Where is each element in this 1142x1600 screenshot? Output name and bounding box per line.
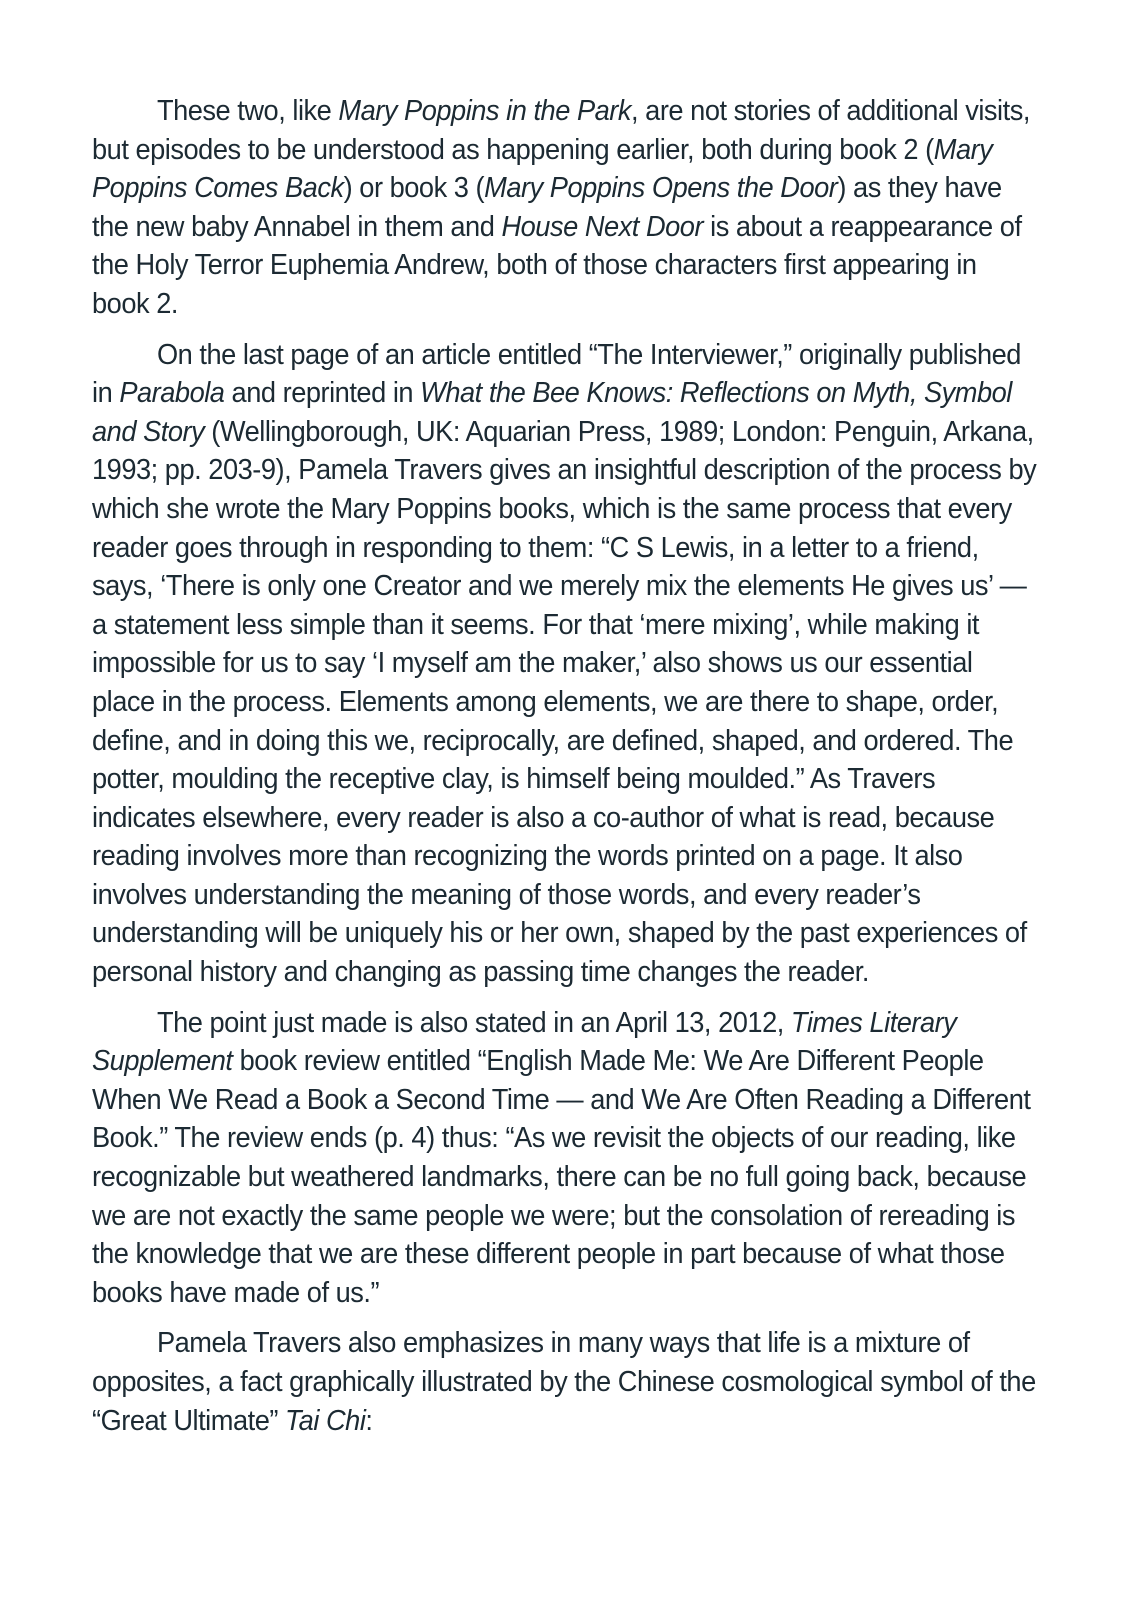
italic-title: Mary Poppins Comes Back	[92, 133, 993, 205]
paragraph-1: These two, like Mary Poppins in the Park, are not stories of additional visits, but episodes to be understood as happening earlier, both during book 2 (Mary Poppins Comes Back) or book 3 (Mary Poppins Opens the Door) as they have the new baby Annabel in them and House Next Door is about a reappearance of the Holy Terror Euphemia Andrew, both of those characters first appearing in book 2.	[92, 95, 1030, 320]
italic-title: Mary Poppins in the Park	[338, 95, 632, 127]
italic-title: What the Bee Knows: Reflections on Myth, Symbol and Story	[92, 377, 1012, 448]
italic-title: Tai Chi	[285, 1404, 366, 1437]
paragraph-3: The point just made is also stated in an April 13, 2012, Times Literary Supplement book review entitled “English Made Me: We Are Different People When We Read a Book a Second Time — and We Are Often Reading a Different Book.” The review ends (p. 4) thus: “As we revisit the objects of our reading, like recognizable but weathered landmarks, there can be no full going back, because we are not exactly the same people we were; but the consolation of rereading is the knowledge that we are these different people in part because of what those books have made of us.”	[92, 1006, 1031, 1309]
document-page	[92, 92, 1037, 1452]
paragraph-2: On the last page of an article entitled “The Interviewer,” originally published in Parabola and reprinted in What the Bee Knows: Reflections on Myth, Symbol and Story (Wellingborough, UK: Aquarian Press, 1989; London: Penguin, Arkana, 1993; pp. 203-9), Pamela Travers gives an insightful description of the process by which she wrote the Mary Poppins books, which is the same process that every reader goes through in responding to them: “C S Lewis, in a letter to a friend, says, ‘There is only one Creator and we merely mix the elements He gives us’ — a statement less simple than it seems. For that ‘mere mixing’, while making it impossible for us to say ‘I myself am the maker,’ also shows us our essential place in the process. Elements among elements, we are there to shape, order, define, and in doing this we, reciprocally, are defined, shaped, and ordered. The potter, moulding the receptive clay, is himself being moulded.” As Travers indicates elsewhere, every reader is also a co-author of what is read, because reading involves more than recognizing the words printed on a page. It also involves understanding the meaning of those words, and every reader’s understanding will be uniquely his or her own, shaped by the past experiences of personal history and changing as passing time changes the reader.	[92, 338, 1037, 989]
paragraph-4: Pamela Travers also emphasizes in many ways that life is a mixture of opposites, a fact graphically illustrated by the Chinese cosmological symbol of the “Great Ultimate” Tai Chi:	[92, 1327, 1036, 1437]
italic-title: House Next Door	[501, 210, 704, 243]
italic-title: Mary Poppins Opens the Door	[484, 172, 838, 205]
italic-title: Parabola	[119, 377, 225, 410]
italic-title: Times Literary Supplement	[92, 1006, 957, 1078]
